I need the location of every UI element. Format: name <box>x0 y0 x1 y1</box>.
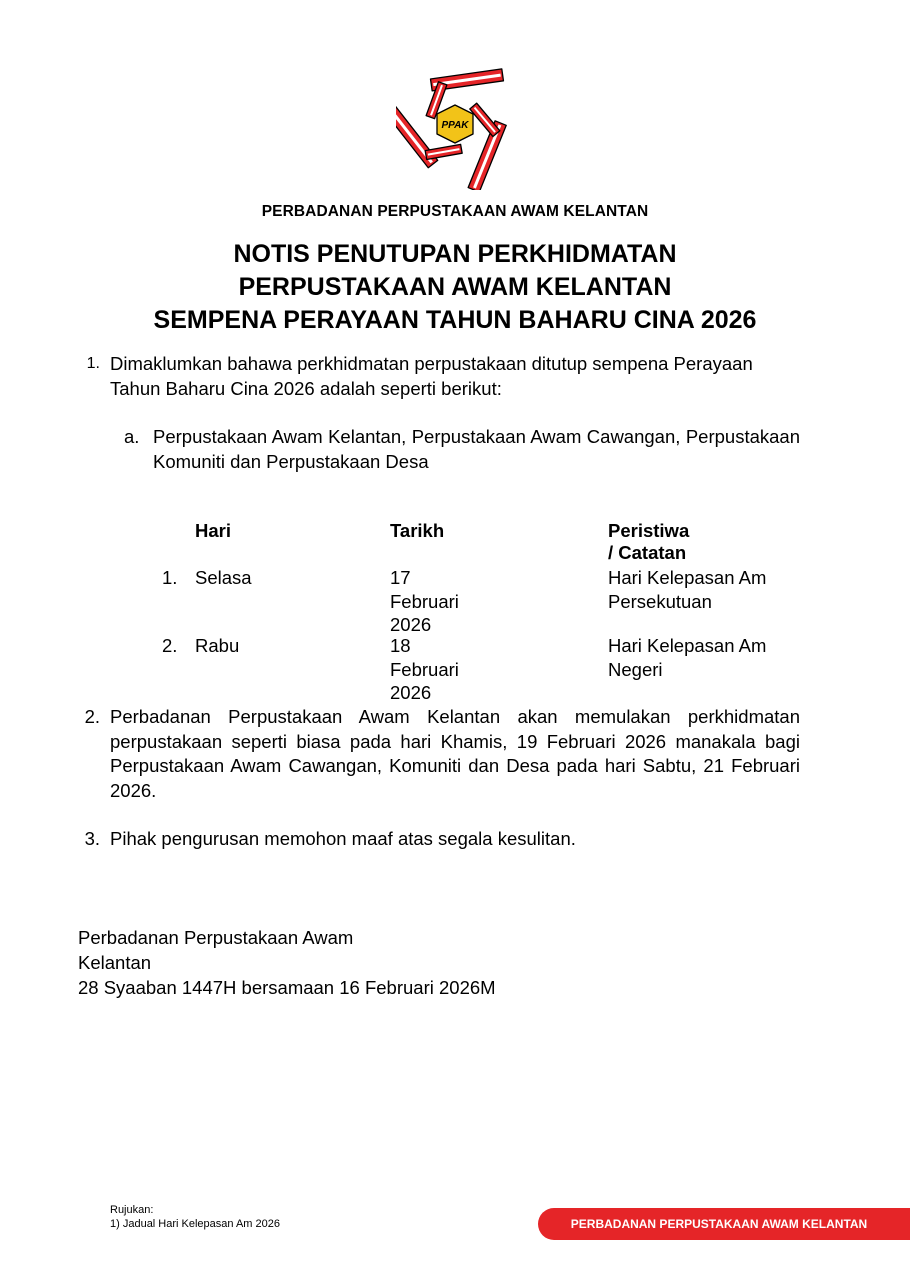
table-cell-event: Hari Kelepasan Am Negeri <box>608 635 767 680</box>
title-line: NOTIS PENUTUPAN PERKHIDMATAN <box>233 240 677 268</box>
table-row-number: 2. <box>162 635 178 656</box>
title-line: PERPUSTAKAAN AWAM KELANTAN <box>238 273 672 301</box>
signature-line: Kelantan <box>78 952 152 973</box>
ppak-logo-icon <box>396 64 514 190</box>
logo-text: PPAK <box>441 120 469 131</box>
reference-heading: Rujukan: <box>110 1204 154 1216</box>
table-header-day: Hari <box>195 520 231 541</box>
table-cell-day: Selasa <box>195 567 252 588</box>
reference-block <box>110 1204 280 1231</box>
notice-title <box>0 238 910 337</box>
table-cell-date: 18 Februari 2026 <box>390 635 459 703</box>
table-cell-event: Hari Kelepasan Am Persekutuan <box>608 567 767 612</box>
organization-header: PERBADANAN PERPUSTAKAAN AWAM KELANTAN <box>261 203 649 220</box>
item-number: 3. <box>84 828 100 849</box>
signature-block <box>78 925 496 1000</box>
table-row-number: 1. <box>162 567 178 588</box>
title-line: SEMPENA PERAYAAN TAHUN BAHARU CINA 2026 <box>153 306 757 334</box>
item-text: Perbadanan Perpustakaan Awam Kelantan akan memulakan perkhidmatan perpustakaan seperti biasa pada hari Khamis, 19 Februari 2026 manakala bagi Perpustakaan Awam Cawangan, Komuniti dan Desa pada hari Sabtu, 21 Februari 2026. <box>110 706 800 801</box>
table-cell-day: Rabu <box>195 635 240 656</box>
subitem-letter: a. <box>124 426 140 447</box>
item-text: Pihak pengurusan memohon maaf atas segala kesulitan. <box>110 828 576 849</box>
signature-line: Perbadanan Perpustakaan Awam <box>78 927 354 948</box>
item-text: Dimaklumkan bahawa perkhidmatan perpustakaan ditutup sempena Perayaan Tahun Baharu Cina 2026 adalah seperti berikut: <box>110 353 753 399</box>
subitem-text: Perpustakaan Awam Kelantan, Perpustakaan Awam Cawangan, Perpustakaan Komuniti dan Perpustakaan Desa <box>153 426 800 472</box>
table-header-event: Peristiwa / Catatan <box>608 520 690 563</box>
item-number: 1. <box>86 355 100 372</box>
signature-date: 28 Syaaban 1447H bersamaan 16 Februari 2026M <box>78 977 496 998</box>
table-cell-date: 17 Februari 2026 <box>390 567 459 635</box>
ppak-logo <box>396 64 514 190</box>
reference-item: 1) Jadual Hari Kelepasan Am 2026 <box>110 1217 280 1230</box>
table-header-date: Tarikh <box>390 520 445 541</box>
footer-label: PERBADANAN PERPUSTAKAAN AWAM KELANTAN <box>570 1217 868 1231</box>
item-number: 2. <box>84 706 100 727</box>
